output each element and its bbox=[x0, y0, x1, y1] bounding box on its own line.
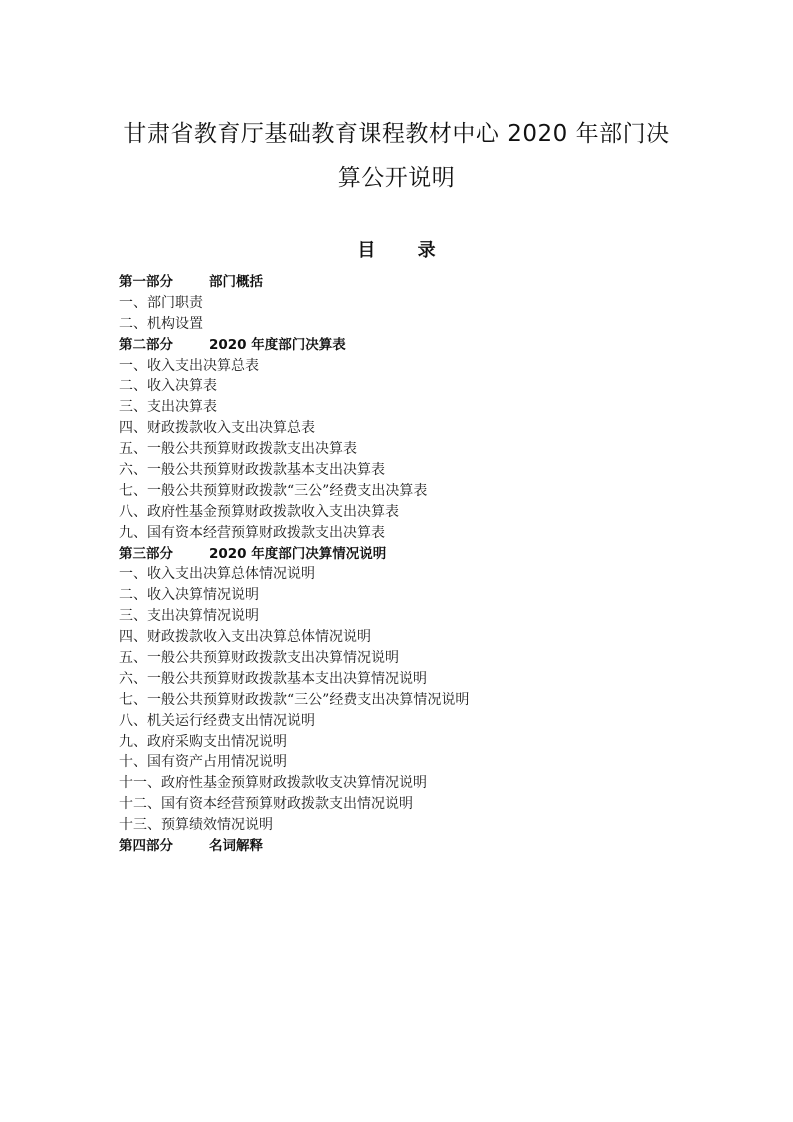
toc-part-title: 部门概括 bbox=[209, 274, 263, 290]
toc-part-2 bbox=[119, 335, 719, 356]
toc-part-title: 2020 年度部门决算表 bbox=[209, 336, 346, 353]
toc-part-label: 第一部分 bbox=[119, 274, 173, 290]
toc-part-label: 第四部分 bbox=[119, 838, 173, 855]
toc-item: 一、收入支出决算总体情况说明 bbox=[119, 566, 315, 583]
toc-item: 一、收入支出决算总表 bbox=[119, 357, 259, 374]
toc-item: 一、部门职责 bbox=[119, 294, 203, 311]
toc-item: 八、机关运行经费支出情况说明 bbox=[119, 712, 315, 729]
toc-part-label: 第二部分 bbox=[119, 336, 173, 353]
toc-item: 十三、预算绩效情况说明 bbox=[119, 817, 273, 834]
toc-item: 二、收入决算表 bbox=[119, 378, 217, 395]
toc-item: 三、支出决算表 bbox=[119, 399, 217, 416]
toc-item: 二、机构设置 bbox=[119, 315, 203, 332]
toc-item: 六、一般公共预算财政拨款基本支出决算情况说明 bbox=[119, 670, 427, 687]
toc-heading: 目 录 bbox=[357, 240, 454, 261]
toc-item: 二、收入决算情况说明 bbox=[119, 587, 259, 604]
toc-item: 三、支出决算情况说明 bbox=[119, 608, 259, 625]
toc-part-title: 名词解释 bbox=[209, 838, 263, 855]
toc-item: 八、政府性基金预算财政拨款收入支出决算表 bbox=[119, 503, 399, 520]
toc-item: 九、政府采购支出情况说明 bbox=[119, 733, 287, 750]
document-title bbox=[100, 112, 693, 200]
toc-item: 六、一般公共预算财政拨款基本支出决算表 bbox=[119, 462, 385, 479]
toc-part-4 bbox=[119, 836, 719, 857]
toc-part-1 bbox=[119, 272, 719, 293]
document-title-line-2: 算公开说明 bbox=[337, 165, 456, 191]
toc-item: 九、国有资本经营预算财政拨款支出决算表 bbox=[119, 524, 385, 541]
toc-part-3 bbox=[119, 544, 719, 565]
toc-item: 五、一般公共预算财政拨款支出决算表 bbox=[119, 441, 357, 458]
toc-item: 七、一般公共预算财政拨款“三公”经费支出决算表 bbox=[119, 482, 428, 499]
toc-item: 十一、政府性基金预算财政拨款收支决算情况说明 bbox=[119, 775, 427, 792]
toc-part-title: 2020 年度部门决算情况说明 bbox=[209, 545, 387, 562]
table-of-contents bbox=[119, 272, 719, 857]
toc-item: 四、财政拨款收入支出决算总体情况说明 bbox=[119, 629, 371, 646]
toc-item: 十二、国有资本经营预算财政拨款支出情况说明 bbox=[119, 796, 413, 813]
toc-item: 四、财政拨款收入支出决算总表 bbox=[119, 420, 315, 437]
toc-item: 五、一般公共预算财政拨款支出决算情况说明 bbox=[119, 650, 399, 667]
document-title-line-1: 甘肃省教育厅基础教育课程教材中心 2020 年部门决 bbox=[123, 121, 670, 147]
toc-item: 七、一般公共预算财政拨款“三公”经费支出决算情况说明 bbox=[119, 691, 470, 708]
toc-part-label: 第三部分 bbox=[119, 545, 173, 562]
toc-item: 十、国有资产占用情况说明 bbox=[119, 754, 287, 771]
